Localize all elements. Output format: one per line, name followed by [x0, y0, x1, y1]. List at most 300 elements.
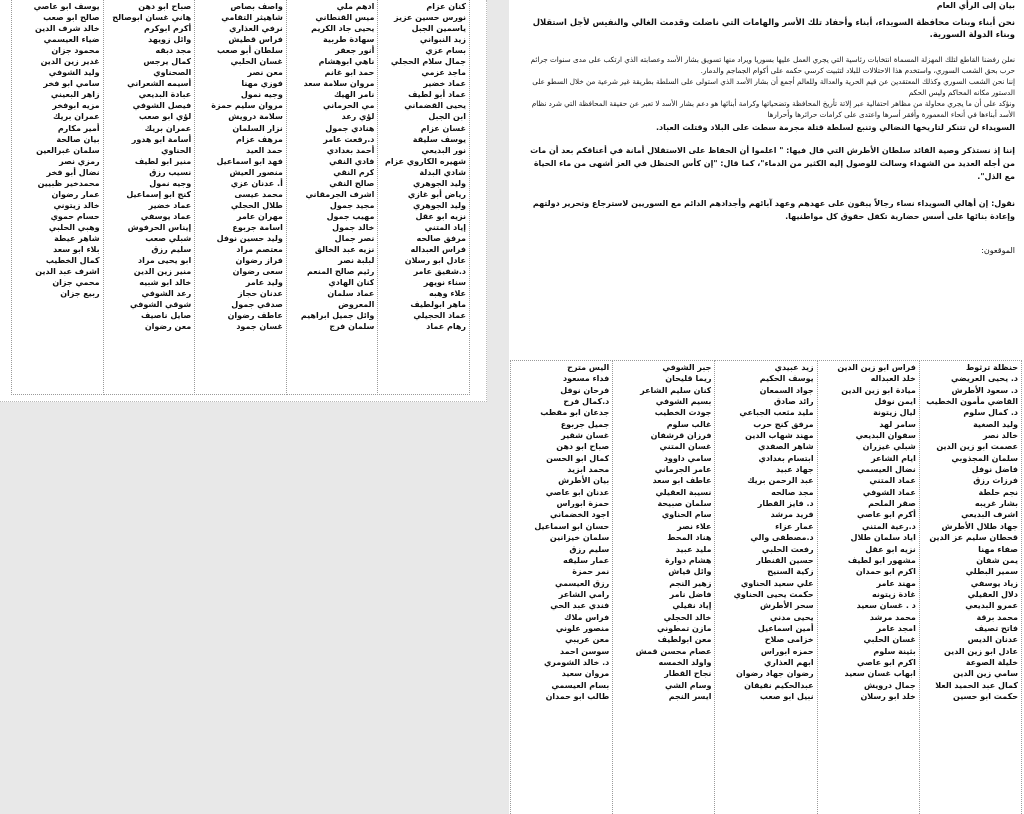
signatory-name: غسان عزام — [420, 123, 466, 133]
signatory-name: شوقي الشوفي — [129, 300, 192, 310]
signatory-name: وائل جميل ابراهيم — [300, 311, 375, 321]
signatory-name: نسيبة العقيلي — [655, 487, 712, 497]
signatory-name: عدنان الديس — [967, 635, 1018, 645]
signatory-name: مرفق صالحه — [416, 233, 466, 243]
signatory-name: يحيى القضماني — [404, 101, 466, 111]
signatory-name: مي الحرماني — [323, 101, 375, 111]
signatory-name: سفوان البديعي — [855, 431, 916, 441]
signatory-name: سلمان خيزانين — [549, 533, 610, 543]
signatory-name: قحطان سليم عز الدين — [929, 533, 1018, 543]
signatory-name: شاهر عيطة — [54, 233, 100, 243]
signatory-name: لؤي رعد — [341, 112, 375, 122]
signatory-name: إياد المتني — [424, 222, 466, 232]
signatory-name: القاضي مأمون الخطيب — [926, 397, 1018, 407]
signatory-name: غسان الحلبي — [863, 635, 916, 645]
signatory-name: عماد يوسفي — [140, 211, 192, 221]
signatory-name: ادهم ملي — [336, 2, 375, 11]
signatory-name: عاطف ابو سعد — [652, 476, 712, 486]
signatory-name: شبلي صعب — [145, 233, 192, 243]
signatory-name: د. فايز القطار — [757, 499, 814, 509]
signatory-name: حمزه ابوراس — [760, 646, 814, 656]
signatory-name: فيصل الشوفي — [132, 101, 192, 111]
signatory-name: وسام الشي — [664, 680, 712, 690]
signatory-name: بلاء ابو سعد — [53, 245, 100, 255]
signatory-name: مروان سلامة سعد — [303, 79, 375, 89]
signatory-name: جميل جربوع — [560, 419, 610, 429]
signatory-name: وهبي الحلبي — [48, 222, 100, 232]
signatory-name: نضال العيسمي — [857, 465, 916, 475]
signatory-name: رامي الشاعر — [558, 589, 610, 599]
signatory-name: خليلة الصوعة — [965, 657, 1018, 667]
statement — [525, 0, 1015, 257]
signatory-name: أسامة ابو هدور — [131, 134, 192, 144]
statement-intro: بيان إلى الرأي العام — [936, 1, 1015, 10]
signatory-name: كمال يرجس — [143, 57, 192, 67]
signatory-name: اكرم ابو حمدان — [855, 567, 916, 577]
signatory-name: يحيى مدني — [770, 612, 814, 622]
signatory-name: فريد مرشد — [770, 510, 814, 520]
signatory-name: منير زين الدين — [133, 267, 192, 277]
signatory-name: عمران بريك — [144, 123, 192, 133]
signatory-name: يوسف الحكيم — [759, 374, 814, 384]
signatory-name: علاء نصر — [677, 521, 712, 531]
signatory-name: امجد عامر — [876, 623, 916, 633]
signatory-name: عامر الجرماني — [654, 465, 712, 475]
signatory-name: عماد المتني — [869, 476, 916, 486]
signatory-name: مازن تمطوني — [656, 623, 712, 633]
signatory-name: كنان سليم الشاعر — [640, 385, 712, 395]
signatory-name: أنور جعفر — [335, 46, 375, 56]
signatory-name: عاطف رضوان — [227, 311, 283, 321]
signatory-name: وليد الشوفي — [48, 68, 100, 78]
signatory-name: عبادة البديعي — [138, 90, 192, 100]
signatory-name: المعروض — [338, 300, 375, 310]
signatory-name: كمال عبد الحميد العلا — [935, 680, 1018, 690]
signatory-name: رضوان جهاد رضوان — [736, 669, 814, 679]
signatory-name: عماد سلمان — [327, 289, 375, 299]
signatory-name: عادل ابو زين الدين — [943, 646, 1018, 656]
signatory-name: جمال درويش — [863, 680, 916, 690]
signatory-name: خالد نصر — [982, 431, 1018, 441]
signatory-name: فراس ابو زين الدين — [837, 363, 916, 372]
signatory-name: ربيع جزان — [60, 289, 100, 299]
name-column — [612, 360, 715, 814]
signatory-name: صالح النقي — [329, 178, 375, 188]
signatory-name: فداء مسعود — [563, 374, 610, 384]
signatory-name: خالد ابو شبيه — [139, 278, 192, 288]
signatory-name: نزيه ابو عقل — [415, 211, 466, 221]
signatory-name: بيان الأطرش — [558, 476, 610, 486]
signatory-name: خالد زيتوني — [53, 200, 100, 210]
signatory-name: محمدخير ظبيين — [37, 178, 100, 188]
signatory-name: عماد خضير — [423, 79, 466, 89]
signatory-name: جهاد عبيد — [776, 465, 814, 475]
signatory-name: زياد يوسفي — [970, 578, 1018, 588]
signatory-name: حكمت ابو حسين — [953, 691, 1018, 701]
statement-lead: نحن أبناء وبنات محافظة السويداء، أبناء وأحفاد تلك الأسر والهامات التي ناضلت وقدمت الغالي والنفيس لأجل استقلال وبناء الدولة السورية. — [532, 17, 1015, 39]
signatory-name: هشام دوارة — [664, 555, 712, 565]
signatory-name: بسام العيسمي — [551, 680, 610, 690]
statement-paragraph: إننا نحن الشعب السوري وكذلك المعتقدين عن قيم الحرية والعدالة وللعالم أجمع أن بشار الأسد الذي استولى على السلطة بطريقة غير شرعية من خلال السطو على الدستور مكانه المحاكم وليس الحكم — [532, 77, 1015, 97]
signatory-name: محمد برقة — [976, 612, 1018, 622]
signatory-name: هناد المحط — [667, 533, 712, 543]
signatory-name: زاهر البعيني — [50, 90, 100, 100]
signatory-name: محمد مرشد — [869, 612, 916, 622]
signatory-name: ناهي ابوهشام — [318, 57, 375, 67]
signatory-name: ايسر النجم — [668, 691, 712, 701]
signatory-name: معن عريبي — [564, 635, 610, 645]
signatory-name: الصحناوي — [153, 68, 192, 78]
signatory-name: فاضل نوفل — [971, 465, 1018, 475]
statement-closing: نقول: إن أهالي السويداء نساء رجالاً يبقون على عهدهم وعهد آبائهم وأجدادهم الدائم مع السوريين لاسترجاع وتحرير دولتهم وإعادة بنائها على أسس حضارية تكفل حقوق كل مواطنيها. — [532, 199, 1015, 221]
signatory-name: شاهر الصفدي — [758, 442, 814, 452]
signatory-name: خلد ابو رسلان — [860, 691, 916, 701]
signatory-name: سليم رزق — [569, 544, 610, 554]
signatory-name: علاء وهبه — [428, 289, 466, 299]
signatory-name: رائد صادق — [773, 397, 814, 407]
name-column — [817, 360, 920, 814]
signatory-name: ميادة ابو زين الدين — [841, 385, 916, 395]
signatory-name: عبدالحكيم نقيقان — [744, 680, 814, 690]
signatory-name: جهاد طلال الأطرش — [941, 521, 1018, 531]
signatory-name: عماد الشوفي — [862, 487, 916, 497]
signatory-name: د . غسان سعيد — [856, 601, 916, 611]
signatory-name: واولد الخمسه — [658, 657, 712, 667]
signatory-name: حكمت يحيى الحناوي — [733, 589, 814, 599]
signatory-name: يحيى جاد الكريم — [311, 24, 375, 34]
signatory-name: هنادي جمول — [325, 123, 375, 133]
signatory-name: ابتسام بغدادي — [758, 453, 814, 463]
signatory-name: شادي البدلة — [419, 167, 466, 177]
signatory-name: أ. عدنان عزي — [230, 178, 283, 188]
statement-quote: إننا إذ نستذكر وصية القائد سلطان الأطرش التي قال فيها: " اعلموا أن الحفاظ على الاستقلال أمانة في أعناقكم بعد أن مات من أجله العديد من الشهداء وسالت للوصول إليه الكثير من الدماء"، كما قال: "إن كأس الحنظل في العز أشهى من ماء الحياة مع الذل". — [530, 146, 1015, 181]
signatory-name: اليس مترح — [567, 363, 610, 372]
signatory-name: سامر لهد — [879, 419, 916, 429]
statement-paragraph: ونؤكد على أن ما يجري محاولة من مظاهر احتفالية عبر إلاتة تأريخ المحافظة وتضحياتها وكرامة أبنائها هو دعم بشار الأسد لا تعبر عن حقيقة المحافظة التي شرد نظام الأسد أبناءها في أنحاء المعمورة وأفقر أسرها واعتدى على كرامات حرائرها وأحرارها — [531, 99, 1015, 119]
signatory-name: عدنان حجاز — [237, 289, 283, 299]
signatory-name: معن رضوان — [144, 322, 192, 332]
signatory-name: نزيه عبد الخالق — [314, 245, 375, 255]
statement-paragraph: نعلن رفضنا القاطع لتلك المهزلة المسماة انتخابات رئاسية التي يجري العمل عليها بسوريا ويراد منها تسويق بشار الأسد وعصابته الذي ارتكب على مدى سنوات جرائم حرب بحق الشعب السوري، واستخدم هذا الاحتلالات للبلاد لتثبيت كرسي حكمه على أكوام الجماجم والدمار. — [530, 55, 1015, 75]
signatory-name: جبر الشوفي — [662, 363, 712, 372]
signatory-name: صفاء مهنا — [978, 544, 1018, 554]
signatory-name: ايمن نوفل — [874, 397, 916, 407]
signatory-name: ليال زيتونة — [873, 408, 916, 418]
left-page — [0, 0, 487, 402]
signatory-name: عصام محسن قمش — [635, 646, 712, 656]
signatory-name: بيان صالحة — [56, 134, 100, 144]
signatory-name: مهند عامر — [876, 578, 916, 588]
signatory-name: أكرم ابو عاصي — [856, 510, 916, 520]
signatory-name: شهيره الكاروي عزام — [384, 156, 466, 166]
signatory-name: نزيه ابو عقل — [865, 544, 916, 554]
signatory-name: كنان عزام — [426, 2, 466, 11]
signatory-name: دلال العقيلي — [967, 589, 1018, 599]
signatory-name: محمي جزان — [52, 278, 100, 288]
signatory-name: زيد النبواني — [419, 35, 466, 45]
name-column — [286, 0, 379, 395]
signatory-name: كمال الخطيب — [45, 256, 100, 266]
signatory-name: نجم حلطة — [978, 487, 1018, 497]
name-column — [11, 0, 104, 395]
signatory-name: غسان الحلبي — [230, 57, 283, 67]
signatory-name: بشار غريبه — [974, 499, 1018, 509]
signatory-name: عبد الرحمن بريك — [747, 476, 814, 486]
signatory-name: د.رفعت عامر — [323, 134, 375, 144]
signatory-name: ايام الشاعر — [871, 453, 916, 463]
signatory-name: اشرف عبد الدين — [35, 267, 100, 277]
signatory-name: نمر حمزة — [572, 567, 610, 577]
signatory-name: أحمد بغدادي — [326, 145, 375, 155]
signatory-name: ابو يحيى مراد — [137, 256, 192, 266]
signatory-name: عمار رضوان — [51, 189, 100, 199]
signatory-name: جدعان ابو مقطب — [540, 408, 610, 418]
signatory-name: فاتح تصيف — [974, 623, 1018, 633]
signatory-name: د. خالد الشومري — [543, 657, 610, 667]
signatory-name: سهادة طربية — [323, 35, 375, 45]
signatory-name: نرفي العذاري — [229, 24, 283, 34]
signatory-name: خالد شرف الدين — [34, 24, 100, 34]
signatory-name: خلد العبداله — [870, 374, 916, 384]
signatory-name: مليد مثعب الجباعي — [739, 408, 814, 418]
signatory-name: وائل زويهد — [148, 35, 192, 45]
signatory-name: وليد عامر — [245, 278, 283, 288]
signatory-name: وليد حسين نوفل — [216, 233, 283, 243]
signatory-name: جودت الخطيب — [654, 408, 712, 418]
signatory-name: سامي زين الدين — [953, 669, 1018, 679]
signatory-name: فرزات رزق — [973, 476, 1018, 486]
signatory-name: سمير البطلي — [965, 567, 1018, 577]
signatory-name: اجود الخضماني — [549, 510, 610, 520]
signatory-name: صقر الملحم — [868, 499, 916, 509]
signatory-name: د. كمال سلوم — [963, 408, 1018, 418]
signatory-name: رعد الشوفي — [141, 289, 192, 299]
signatory-name: أكرم ابوكرم — [143, 24, 192, 34]
signatory-name: وليد الجوهري — [412, 200, 466, 210]
name-column — [194, 0, 287, 395]
signatory-name: وليد الصغية — [973, 419, 1018, 429]
signatory-name: سلمان غبرالعين — [36, 145, 100, 155]
signatory-name: غدير زين الدين — [40, 57, 100, 67]
signatory-name: فوزي مهنا — [241, 79, 283, 89]
signatory-name: صباح ابو دهن — [556, 442, 610, 452]
signatory-name: حمد العيد — [246, 145, 283, 155]
signatory-name: لؤي ابو صعب — [138, 112, 192, 122]
signatory-name: ابن الجبل — [428, 112, 466, 122]
signatory-name: خزامى صلاح — [764, 635, 814, 645]
signatory-name: أمين اسماعيل — [757, 623, 814, 633]
signatories-label: الموقعون: — [981, 246, 1015, 255]
signatory-name: د.شفيق عامر — [413, 267, 466, 277]
signatory-name: رفعت الحلبي — [761, 544, 814, 554]
signatory-name: رهام عماد — [426, 322, 466, 332]
signatory-name: حنظلة ترثوط — [965, 363, 1018, 372]
signatory-name: خالد الحجلي — [663, 612, 712, 622]
signatory-name: مروان سليم حمزة — [211, 101, 283, 111]
signatory-name: مجد صالحه — [771, 487, 814, 497]
signatory-name: نبيل ابو صعب — [759, 691, 814, 701]
signatory-name: نسيب رزق — [149, 167, 192, 177]
signatory-name: كمال ابو الحسن — [546, 453, 610, 463]
signatory-name: ماجد عزمي — [421, 68, 466, 78]
signatory-name: مرهف عزام — [235, 134, 283, 144]
signatory-name: نورس حسين عزيز — [393, 13, 466, 23]
signatory-name: مجد دبقه — [155, 46, 192, 56]
signatory-name: ابهم العذاري — [763, 657, 814, 667]
signatory-name: مجيد جمول — [329, 200, 375, 210]
signatory-name: فهد ابو اسماعيل — [216, 156, 283, 166]
signatory-name: نصر جمال — [334, 233, 375, 243]
signatory-name: يمن شفان — [976, 555, 1018, 565]
signatory-name: سلطان أبو صعب — [217, 46, 283, 56]
signatory-name: د.كمال فرح — [563, 397, 610, 407]
signatory-name: نور البديعي — [421, 145, 466, 155]
signatory-name: اشرف البديعي — [961, 510, 1018, 520]
signatory-name: منصور العيش — [229, 167, 283, 177]
signatory-name: جمال سلام الحجلي — [390, 57, 466, 67]
signatory-name: نضال أبو فخر — [46, 167, 100, 177]
signatory-name: وائل قياش — [668, 567, 712, 577]
signatory-name: معتصم مراد — [236, 245, 283, 255]
signatory-name: مزيه ابوفخر — [52, 101, 100, 111]
signatory-name: أمير مكارم — [57, 123, 100, 133]
signatory-name: سوسن احمد — [560, 646, 610, 656]
signatory-name: مرفق كنج حرب — [753, 419, 814, 429]
signatory-name: عصمت ابو زين الدين — [936, 442, 1018, 452]
signatory-name: مهيب جمول — [326, 211, 375, 221]
signatory-name: هاني غسان ابوصالح — [112, 13, 192, 23]
name-column — [714, 360, 817, 814]
signatory-name: بسيم الشوفي — [655, 397, 712, 407]
signatory-name: إياد نفيلي — [672, 601, 712, 611]
signatory-name: وجيه نمول — [240, 90, 283, 100]
signatory-name: يوسف ابو عاصي — [33, 2, 100, 11]
signatory-name: محمد ابزيد — [567, 465, 610, 475]
signatory-name: رئيم صالح المنعم — [307, 267, 375, 277]
signatory-name: اياد سلمان طلال — [850, 533, 916, 543]
signatory-name: عمرو البديعي — [965, 601, 1018, 611]
signatory-name: د. يحيى العريضي — [950, 374, 1018, 384]
signatory-name: سامي ابو فخر — [43, 79, 100, 89]
signatory-name: سناء نويهر — [423, 278, 466, 288]
signatory-name: عمران بريك — [53, 112, 100, 122]
signatory-name: سلمان المجذوبي — [951, 453, 1018, 463]
signatory-name: محمود جزان — [51, 46, 100, 56]
name-column — [510, 360, 613, 814]
signatory-name: كرم النقي — [333, 167, 375, 177]
signatory-name: اسامة جربوع — [232, 222, 283, 232]
signatory-name: وليد الجوهري — [412, 178, 466, 188]
name-column — [377, 0, 470, 395]
signatory-name: رمزي نصر — [59, 156, 100, 166]
signatory-name: عمار سليقه — [563, 555, 610, 565]
signatory-name: سعى رضوان — [232, 267, 283, 277]
signatory-name: إيناس الحرفوش — [127, 222, 192, 232]
signatory-name: ريما قليحان — [665, 374, 712, 384]
signatory-name: منصور علوني — [555, 623, 610, 633]
signatory-name: ماهر ابولطيف — [410, 300, 466, 310]
signatory-name: شبلي غيزران — [862, 442, 916, 452]
signatory-name: فراس قطيش — [228, 35, 283, 45]
name-column — [919, 360, 1022, 814]
name-column — [103, 0, 196, 395]
signatory-name: مهند شهاب الدين — [745, 431, 814, 441]
signatory-name: عادل ابو رسلان — [404, 256, 466, 266]
signatory-name: شاهيثر التقامي — [221, 13, 283, 23]
signatory-name: عدنان ابو عاصي — [545, 487, 610, 497]
signatory-name: فاضل نامر — [669, 589, 712, 599]
signatory-name: بسام عزي — [425, 46, 466, 56]
signatory-name: طالب ابو حمدان — [545, 691, 610, 701]
signatory-name: خالد جمول — [332, 222, 375, 232]
signatory-name: كنان الهادي — [328, 278, 375, 288]
signatory-name: عماد أبو لطيف — [408, 90, 466, 100]
signatory-name: حمد ابو غانم — [324, 68, 375, 78]
signatory-name: عماد الحجيلي — [413, 311, 466, 321]
signatory-name: ياسمين الجبل — [411, 24, 466, 34]
signatory-name: الحناوي — [161, 145, 192, 155]
signatory-name: منير ابو لطيف — [134, 156, 192, 166]
signatory-name: فراس ملاك — [564, 612, 610, 622]
signatory-name: كنج ابو إسماعيل — [126, 189, 192, 199]
signatory-name: محمد عيسى — [234, 189, 283, 199]
signatory-name: اكرم ابو عاصي — [856, 657, 916, 667]
signatory-name: حمزة ابوراس — [556, 499, 610, 509]
signatory-name: سلمان صبيحة — [657, 499, 712, 509]
signatory-name: نامر الهيك — [333, 90, 375, 100]
signatory-name: نجاح القطار — [664, 669, 712, 679]
signatory-name: صدقي جمول — [231, 300, 283, 310]
signatory-name: سحر الأطرش — [759, 601, 814, 611]
signatory-name: عمار عزاء — [775, 521, 814, 531]
signatory-name: نزار السلمان — [232, 123, 283, 133]
signatory-name: سليم رزق — [151, 245, 192, 255]
signatory-name: مشهور ابو لطيف — [847, 555, 916, 565]
signatory-name: عماد خضير — [148, 200, 192, 210]
signatory-name: جواد السمعان — [759, 385, 814, 395]
signatory-name: لبلبة نصر — [338, 256, 375, 266]
signatory-name: رزق العيسمي — [554, 578, 610, 588]
signatory-name: علي سعيد الحناوي — [740, 578, 814, 588]
signatory-name: واصف بصاص — [230, 2, 283, 11]
signatory-name: غادة زيتونه — [871, 589, 916, 599]
signatory-name: فرحان نوفل — [560, 385, 610, 395]
signatory-name: ميس القنطاني — [315, 13, 375, 23]
signatory-name: أسيمه الشعراني — [127, 79, 192, 89]
signatory-name: معن ابولطيف — [657, 635, 712, 645]
signatory-name: غسان شقير — [561, 431, 610, 441]
signatory-name: صايل ناصيف — [141, 311, 192, 321]
signatory-name: زهير النجم — [669, 578, 712, 588]
signatory-name: د.رعية المتني — [861, 521, 916, 531]
signatory-name: مروان سعيد — [561, 669, 610, 679]
signatory-name: زيد عبيدي — [774, 363, 814, 372]
signatory-name: اشرف الجرمقاني — [305, 189, 375, 199]
signatory-name: رياض أبو غازي — [407, 189, 466, 199]
left-signatories-table — [12, 0, 470, 395]
signatory-name: سلامة درويش — [228, 112, 283, 122]
signatory-name: غالب سلوم — [666, 419, 712, 429]
signatory-name: صباح ابو دهن — [138, 2, 192, 11]
signatory-name: فندي عبد الحي — [550, 601, 610, 611]
signatory-name: صالح ابو صعب — [43, 13, 100, 23]
signatory-name: حسان ابو اسماعيل — [534, 521, 610, 531]
signatory-name: سلمان فرج — [329, 322, 375, 332]
signatory-name: فراس العبداله — [410, 245, 466, 255]
signatory-name: مليد عبيد — [675, 544, 712, 554]
signatory-name: فرزان قرشفان — [650, 431, 712, 441]
signatory-name: غسان المتني — [659, 442, 712, 452]
